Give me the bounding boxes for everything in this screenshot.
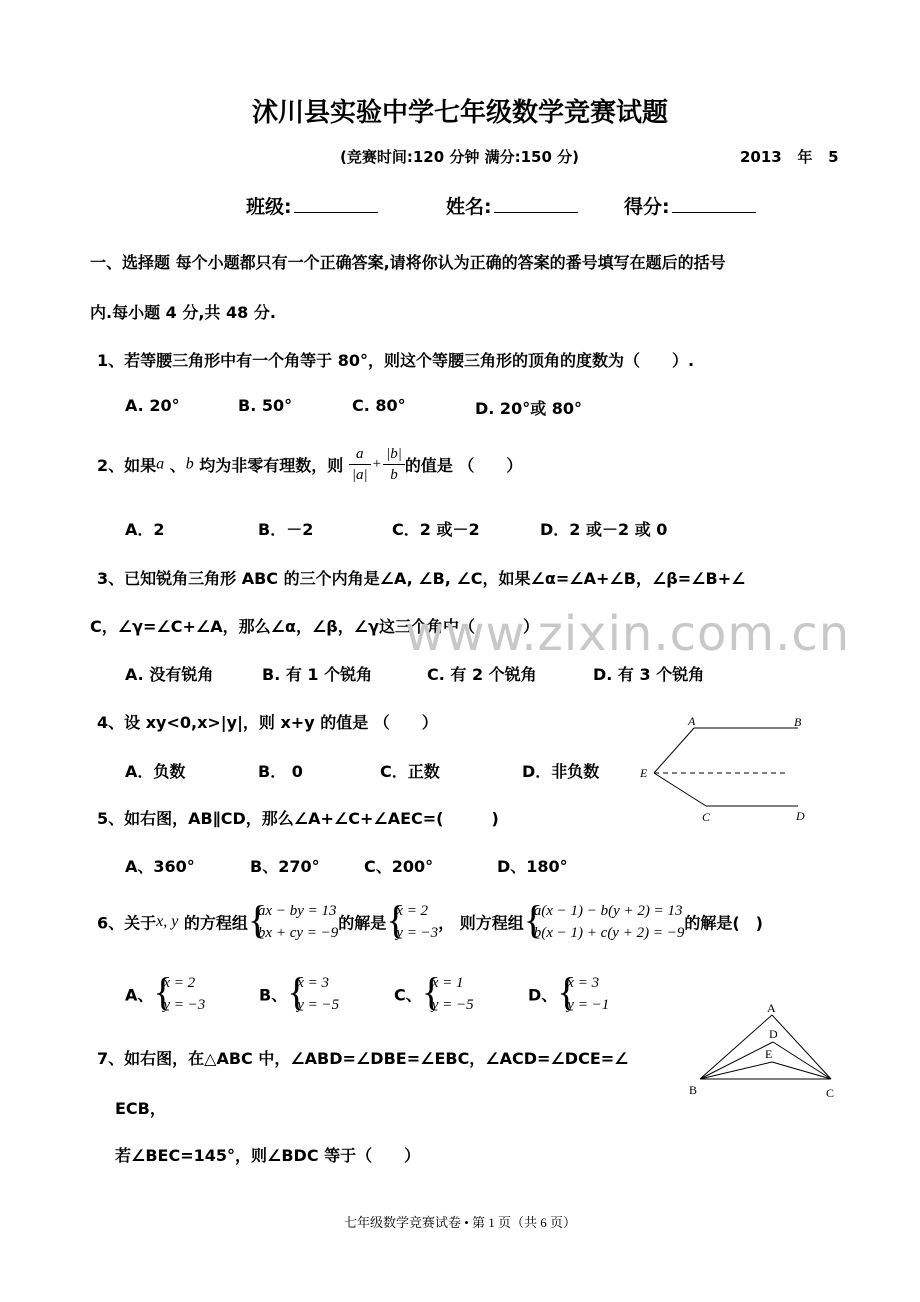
q6-vars: x, y: [156, 913, 179, 930]
q1-option-c: C. 80°: [352, 396, 406, 415]
fig2-label-a: A: [767, 1001, 776, 1015]
fig1-label-a: A: [688, 714, 696, 728]
fig2-line-bd: [700, 1042, 773, 1079]
exam-info: (竞赛时间:120 分钟 满分:150 分): [340, 148, 579, 166]
q6-opt-c-label: C、: [394, 985, 422, 1005]
watermark: www.zixin.com.cn: [405, 606, 851, 662]
q6-mid: 的方程组: [178, 913, 248, 933]
q6-sys1-eq2: bx + cy = −9: [257, 925, 339, 941]
q4-option-d: D．非负数: [522, 762, 600, 781]
q6-sys1-eq1: ax − by = 13: [257, 903, 337, 919]
exam-date: [740, 146, 839, 167]
date-year: 2013: [740, 148, 782, 166]
q2-var-b: b: [185, 455, 194, 473]
q2-fraction-2: [383, 444, 405, 485]
q6-opt-a-system: { x = 2 y = −3: [153, 969, 206, 1014]
fig2-side-ba: [700, 1015, 772, 1079]
q6-opt-b-label: B、: [259, 985, 288, 1005]
q6-system-2: { x = 2 y = −3: [386, 897, 439, 942]
fig1-label-e: E: [640, 766, 648, 780]
q2-option-a: A．2: [125, 520, 165, 539]
q2-option-d: D．2 或－2 或 0: [540, 520, 668, 539]
q4-option-a: A．负数: [125, 762, 186, 781]
date-month: 5: [828, 148, 839, 166]
q6-system-1: { ax − by = 13 bx + cy = −9: [247, 897, 339, 942]
q2-option-c: C．2 或－2: [392, 520, 480, 539]
fig2-label-c: C: [826, 1086, 835, 1100]
q5-option-b: B、270°: [250, 857, 320, 876]
fig2-line-be: [700, 1062, 772, 1079]
q7-line2: ECB，: [115, 1099, 166, 1118]
q6-opt-d-eq1: x = 3: [567, 975, 600, 991]
date-nian: 年: [797, 148, 813, 166]
q2-post: 的值是 （ ）: [404, 456, 523, 475]
q6-system-3: { a(x − 1) − b(y + 2) = 13 b(x − 1) + c(y + 2) = −9: [523, 897, 685, 942]
q6-opt-b-eq1: x = 3: [297, 975, 329, 991]
q2-frac2-den: b: [390, 467, 398, 483]
class-field: [246, 192, 378, 219]
q5-option-c: C、200°: [364, 857, 434, 876]
q3-option-a: A. 没有锐角: [125, 665, 214, 684]
q7-line3: 若∠BEC=145°，则∠BDC 等于（ ）: [115, 1146, 421, 1165]
score-blank[interactable]: [672, 194, 756, 213]
q3-option-c: C. 有 2 个锐角: [427, 665, 537, 684]
q6-sys2-eq1: x = 2: [396, 903, 429, 919]
name-blank[interactable]: [494, 194, 578, 213]
q2-sep: 、: [164, 456, 186, 475]
q7-line1: 7、如右图，在△ABC 中，∠ABD=∠DBE=∠EBC，∠ACD=∠DCE=∠: [97, 1049, 629, 1068]
fig2-label-b: B: [689, 1083, 698, 1097]
parallel-lines-figure: [636, 712, 816, 828]
q6-opt-d-eq2: y = −1: [567, 997, 610, 1013]
q6-opt-b-eq2: y = −5: [297, 997, 340, 1013]
q2-option-b: B．－2: [258, 520, 314, 539]
q6-opt-c-eq1: x = 1: [431, 975, 464, 991]
q1-text: 1、若等腰三角形中有一个角等于 80°，则这个等腰三角形的顶角的度数为（ ）.: [97, 351, 695, 370]
class-blank[interactable]: [294, 194, 378, 213]
q6-text: [97, 897, 763, 944]
q6-sys2-eq2: y = −3: [396, 925, 439, 941]
q2-frac2-num: |b|: [383, 444, 405, 465]
q1-option-b: B. 50°: [238, 396, 293, 415]
q6-post: 的解是( ): [684, 913, 763, 933]
q6-opt-a-eq2: y = −3: [163, 997, 206, 1013]
q4-option-c: C．正数: [380, 762, 440, 781]
q6-sys3-eq1: a(x − 1) − b(y + 2) = 13: [533, 903, 683, 919]
q5-text: 5、如右图，AB∥CD，那么∠A+∠C+∠AEC=( ): [97, 809, 499, 828]
q6-opt-a-eq1: x = 2: [163, 975, 196, 991]
q6-option-a: [125, 969, 206, 1016]
q2-mid: 均为非零有理数，则: [193, 456, 344, 475]
section1-heading: 一、选择题 每个小题都只有一个正确答案,请将你认为正确的答案的番号填写在题后的括号: [90, 253, 726, 272]
q6-opt-c-system: { x = 1 y = −5: [421, 969, 474, 1014]
q6-opt-d-system: { x = 3 y = −1: [557, 969, 610, 1014]
triangle-figure: [684, 1000, 844, 1104]
q6-mid2: 的解是: [338, 913, 387, 933]
fig1-line-ea: [654, 728, 694, 773]
q3-option-b: B. 有 1 个锐角: [262, 665, 373, 684]
q3-line1: 3、已知锐角三角形 ABC 的三个内角是∠A, ∠B, ∠C，如果∠α=∠A+∠B，∠β=∠B+∠: [97, 569, 746, 588]
q3-option-d: D. 有 3 个锐角: [593, 665, 705, 684]
page-title: 沭川县实验中学七年级数学竞赛试题: [251, 98, 668, 128]
fig2-label-d: D: [769, 1027, 778, 1041]
section1-heading-cont: 内.每小题 4 分,共 48 分.: [90, 303, 276, 322]
page-footer: 七年级数学竞赛试卷 • 第 1 页（共 6 页）: [343, 1215, 577, 1230]
fig2-label-e: E: [765, 1047, 773, 1061]
score-label: 得分:: [624, 196, 670, 218]
q2-var-a: a: [156, 455, 165, 473]
q3-line2: C，∠γ=∠C+∠A，那么∠α，∠β，∠γ这三个角中（ ）: [90, 617, 539, 636]
fig1-label-d: D: [796, 809, 805, 823]
q2-plus: +: [372, 456, 382, 472]
q2-frac1-num: a: [349, 444, 371, 465]
q5-option-a: A、360°: [125, 857, 195, 876]
q1-option-a: A. 20°: [125, 396, 180, 415]
q6-pre: 6、关于: [97, 913, 157, 933]
score-field: [624, 192, 756, 219]
q6-option-d: [528, 969, 610, 1016]
q2-pre: 2、如果: [97, 456, 157, 475]
q6-opt-d-label: D、: [528, 985, 558, 1005]
q6-option-b: [259, 969, 340, 1016]
q6-opt-c-eq2: y = −5: [431, 997, 474, 1013]
q2-fraction-1: [349, 444, 371, 485]
name-label: 姓名:: [446, 196, 492, 218]
fig1-label-b: B: [794, 715, 802, 729]
q6-opt-b-system: { x = 3 y = −5: [287, 969, 340, 1014]
q2-text: [97, 444, 522, 485]
q4-text: 4、设 xy<0,x>|y|，则 x+y 的值是 （ ）: [97, 713, 438, 732]
class-label: 班级:: [246, 196, 292, 218]
q6-option-c: [394, 969, 474, 1016]
q1-option-d: D. 20°或 80°: [475, 399, 583, 418]
q6-opt-a-label: A、: [125, 985, 154, 1005]
q6-sys3-eq2: b(x − 1) + c(y + 2) = −9: [533, 925, 685, 941]
q4-option-b: B． 0: [258, 762, 303, 781]
fig1-label-c: C: [702, 810, 711, 824]
q5-option-d: D、180°: [497, 857, 568, 876]
fig2-line-ec: [772, 1062, 831, 1079]
fig1-line-ec: [654, 773, 706, 806]
q6-mid3: ， 则方程组: [438, 913, 524, 933]
q2-frac1-den: |a|: [351, 467, 368, 483]
name-field: [446, 192, 578, 219]
